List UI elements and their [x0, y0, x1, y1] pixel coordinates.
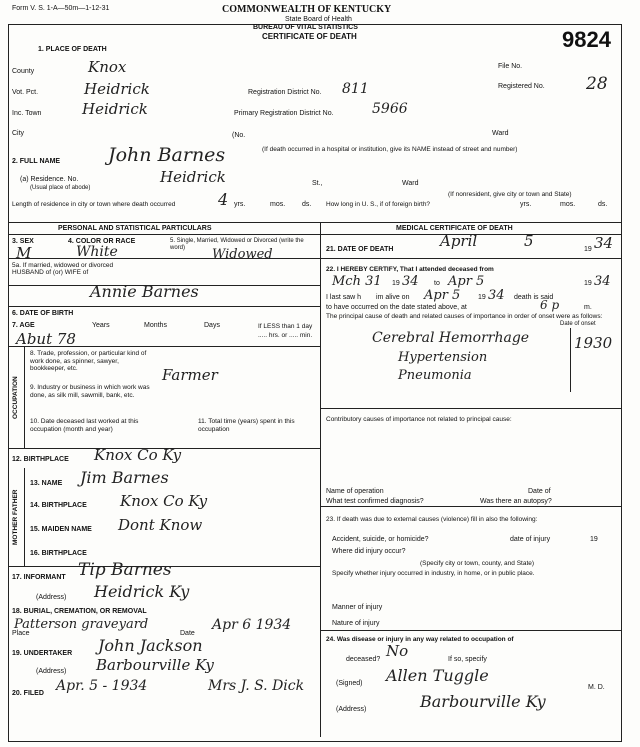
rule: [9, 258, 320, 259]
inc-town-value: Heidrick: [82, 100, 148, 118]
m-label: m.: [584, 304, 592, 311]
vot-value: Heidrick: [84, 80, 150, 98]
marital-label: 5. Single, Married, Widowed or Divorced (write the word): [170, 238, 304, 251]
accident-label: Accident, suicide, or homicide?: [332, 536, 429, 543]
signed-label: (Signed): [336, 680, 363, 687]
burial-label: 18. BURIAL, CREMATION, OR REMOVAL: [12, 608, 147, 615]
parents-side-rule: [24, 468, 25, 566]
filed-date-value: Apr. 5 - 1934: [56, 678, 148, 694]
center-divider: [320, 222, 321, 737]
hospital-note: (If death occurred in a hospital or institution, give its NAME instead of street and number): [262, 146, 518, 153]
age-days-label: Days: [204, 322, 220, 329]
age-label: 7. AGE: [12, 322, 35, 329]
medical-heading: MEDICAL CERTIFICATE OF DEATH: [396, 225, 513, 232]
length-value: 4: [218, 190, 229, 209]
length-yrs: yrs.: [234, 201, 246, 208]
full-name-value: John Barnes: [108, 144, 226, 166]
injury-year-prefix: 19: [590, 536, 598, 543]
city-label: City: [12, 130, 25, 137]
mother-maiden-label: 15. MAIDEN NAME: [30, 526, 92, 533]
residence-value: Heidrick: [160, 168, 226, 186]
length-ds: ds.: [302, 201, 312, 208]
ward-label: Ward: [492, 130, 509, 137]
informant-addr-value: Heidrick Ky: [94, 582, 190, 601]
color-value: White: [76, 244, 118, 260]
us-mos: mos.: [560, 201, 576, 208]
trade-label: 8. Trade, profession, or particular kind of work done, as spinner, sawyer, bookkeeper, etc.: [30, 350, 147, 372]
autopsy-label: Was there an autopsy?: [480, 498, 552, 505]
rule: [321, 506, 621, 507]
test-label: What test confirmed diagnosis?: [326, 498, 424, 505]
total-time-label: 11. Total time (years) spent in this occupation: [198, 418, 295, 433]
filed-label: 20. FILED: [12, 690, 44, 697]
color-label: 4. COLOR OR RACE: [68, 238, 136, 245]
last-saw-year-prefix: 19: [478, 294, 486, 301]
informant-value: Tip Barnes: [78, 560, 172, 580]
last-saw-alive: im alive on: [376, 294, 410, 301]
us-ds: ds.: [598, 201, 608, 208]
principal-text: The principal cause of death and related causes of importance in order of onset were as follows:: [326, 313, 603, 320]
cause-3: Pneumonia: [398, 368, 472, 383]
to-year: 34: [594, 274, 611, 289]
occupation-side-rule: [24, 346, 25, 448]
bureau-title: BUREAU OF VITAL STATISTICS: [253, 24, 358, 31]
last-saw-date: Apr 5: [424, 288, 461, 303]
industry-label: 9. Industry or business in which work was done, as silk mill, sawmill, bank, etc.: [30, 384, 150, 399]
county-label: County: [12, 68, 35, 75]
primary-reg-label: Primary Registration District No.: [234, 110, 334, 117]
date-last-worked-label: 10. Date deceased last worked at this occupation (month and year): [30, 418, 139, 433]
state-board: State Board of Health: [285, 16, 352, 23]
informant-label: 17. INFORMANT: [12, 574, 66, 581]
disease-label: 24. Was disease or injury in any way related to occupation of: [326, 636, 514, 643]
burial-date-label: Date: [180, 630, 195, 637]
commonwealth-title: COMMONWEALTH OF KENTUCKY: [222, 4, 392, 15]
external-label: 23. If death was due to external causes (violence) fill in also the following:: [326, 516, 538, 523]
file-no-label: File No.: [498, 63, 523, 70]
age-less-label: If LESS than 1 day ..... hrs. or ..... min.: [258, 323, 313, 339]
full-name-label: 2. FULL NAME: [12, 158, 61, 165]
st-label: St.,: [312, 180, 323, 187]
informant-addr-label: (Address): [36, 594, 67, 601]
certify-label: 22. I HEREBY CERTIFY, That I attended deceased from: [326, 266, 494, 273]
burial-place-value: Patterson graveyard: [14, 617, 149, 632]
occupation-side-label: OCCUPATION: [12, 376, 19, 420]
deceased-label: deceased?: [346, 656, 381, 663]
father-birth-value: Knox Co Ky: [120, 492, 208, 510]
manner-label: Manner of injury: [332, 604, 383, 611]
undertaker-addr-label: (Address): [36, 668, 67, 675]
registered-no: 28: [586, 74, 608, 94]
age-years-label: Years: [92, 322, 110, 329]
occurred-time: 6 p: [540, 298, 560, 312]
birthplace-value: Knox Co Ky: [94, 446, 182, 464]
where-note: (Specify city or town, county, and State): [420, 560, 535, 567]
dod-label: 21. DATE OF DEATH: [326, 246, 394, 253]
primary-reg-value: 5966: [372, 101, 408, 117]
reg-district-value: 811: [342, 81, 369, 97]
registered-no-label: Registered No.: [498, 83, 545, 90]
dod-year-prefix: 19: [584, 246, 592, 253]
dod-day: 5: [524, 232, 534, 250]
spouse-label: 5a. If married, widowed or divorced HUSBAND of (or) WIFE of: [12, 262, 114, 276]
attended-from: Mch 31: [332, 274, 382, 289]
from-year-prefix: 19: [392, 280, 400, 287]
father-name-label: 13. NAME: [30, 480, 63, 487]
mother-maiden-value: Dont Know: [118, 516, 203, 534]
where-label: Where did injury occur?: [332, 548, 406, 555]
rule: [321, 408, 621, 409]
filed-by-value: Mrs J. S. Dick: [208, 678, 305, 694]
burial-place-label: Place: [12, 630, 30, 637]
residence-sub: (Usual place of abode): [30, 185, 91, 191]
undertaker-addr-value: Barbourville Ky: [96, 656, 214, 674]
specify-label: Specify whether injury occurred in industry, in home, or in public place.: [332, 570, 535, 577]
last-saw-label: I last saw h: [326, 294, 362, 301]
if-so-label: If so, specify: [448, 656, 487, 663]
dod-year: 34: [594, 234, 614, 252]
signed-value: Allen Tuggle: [386, 666, 489, 685]
operation-date-label: Date of: [528, 488, 551, 495]
inc-town-label: Inc. Town: [12, 110, 42, 117]
dod-month: April: [440, 232, 478, 250]
rule: [321, 258, 621, 259]
form-border: [8, 24, 622, 742]
contributory-label: Contributory causes of importance not related to principal cause:: [326, 416, 512, 423]
age-value: Abut 78: [16, 330, 76, 348]
burial-date-value: Apr 6 1934: [212, 617, 292, 633]
address-label: (Address): [336, 706, 367, 713]
certificate-title: CERTIFICATE OF DEATH: [262, 32, 357, 41]
vot-label: Vot. Pct.: [12, 89, 39, 96]
occurred-label: to have occurred on the date stated above, at: [326, 304, 467, 311]
nature-label: Nature of injury: [332, 620, 380, 627]
res-ward-label: Ward: [402, 180, 419, 187]
no-label: (No.: [232, 132, 246, 139]
personal-heading: PERSONAL AND STATISTICAL PARTICULARS: [58, 225, 212, 232]
onset-value: 1930: [574, 334, 613, 352]
dob-label: 6. DATE OF BIRTH: [12, 310, 74, 317]
residence-label: (a) Residence. No.: [20, 176, 79, 183]
how-long-label: How long in U. S., if of foreign birth?: [326, 201, 431, 208]
sex-value: M: [16, 244, 32, 262]
length-mos: mos.: [270, 201, 286, 208]
death-said-label: death is said: [514, 294, 554, 301]
birthplace-label: 12. BIRTHPLACE: [12, 456, 69, 463]
top-divider: [9, 222, 621, 223]
rule: [9, 306, 320, 307]
injury-date-label: date of injury: [510, 536, 551, 543]
us-yrs: yrs.: [520, 201, 532, 208]
nonresident-note: (If nonresident, give city or town and State): [448, 191, 572, 198]
address-value: Barbourville Ky: [420, 692, 546, 711]
from-year: 34: [402, 274, 419, 289]
to-year-prefix: 19: [584, 280, 592, 287]
reg-district-label: Registration District No.: [248, 89, 322, 96]
md-label: M. D.: [588, 684, 605, 691]
rule: [321, 630, 621, 631]
sex-label: 3. SEX: [12, 238, 34, 245]
cause-2: Hypertension: [398, 350, 488, 365]
operation-label: Name of operation: [326, 488, 384, 495]
age-months-label: Months: [144, 322, 167, 329]
trade-value: Farmer: [162, 366, 218, 384]
parents-side-label: MOTHER FATHER: [12, 489, 19, 545]
length-label: Length of residence in city or town where death occurred: [12, 201, 176, 208]
marital-value: Widowed: [212, 247, 273, 262]
form-number: Form V. S. 1-A—50m—1-12-31: [12, 5, 110, 12]
last-saw-year: 34: [488, 288, 505, 303]
attended-to: Apr 5: [448, 274, 485, 289]
certificate-number: 9824: [562, 27, 611, 52]
deceased-answer: No: [386, 642, 409, 660]
onset-rule: [570, 328, 571, 392]
date-of-onset-label: Date of onset: [560, 321, 596, 327]
place-of-death-heading: 1. PLACE OF DEATH: [38, 46, 107, 53]
county-value: Knox: [88, 58, 127, 76]
undertaker-label: 19. UNDERTAKER: [12, 650, 73, 657]
undertaker-value: John Jackson: [98, 636, 203, 655]
mother-birth-label: 16. BIRTHPLACE: [30, 550, 87, 557]
father-birth-label: 14. BIRTHPLACE: [30, 502, 87, 509]
spouse-value: Annie Barnes: [90, 282, 199, 301]
father-name-value: Jim Barnes: [80, 468, 169, 487]
cause-1: Cerebral Hemorrhage: [372, 330, 530, 346]
to-label: to: [434, 280, 440, 287]
